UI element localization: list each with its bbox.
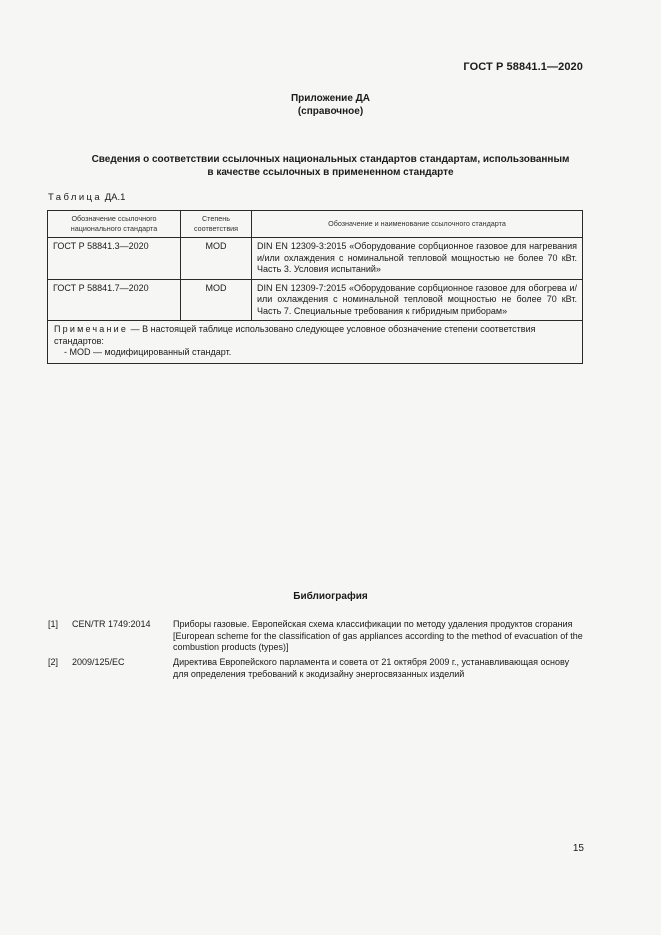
cell-reference-standard: DIN EN 12309-3:2015 «Оборудование сорбционное газовое для нагревания и/или охлаждения с номинальной тепловой мощностью не более 70 кВт. Часть 3. Условия испытаний» — [252, 238, 583, 280]
section-title — [48, 153, 613, 179]
note-label: Примечание — [54, 324, 129, 334]
table-row — [48, 238, 583, 280]
page-number: 15 — [572, 843, 584, 854]
correspondence-table — [47, 210, 583, 364]
cell-degree: MOD — [181, 279, 252, 321]
bibliography-entry-text: Директива Европейского парламента и совета от 21 октября 2009 г., устанавливающая основу для определения требований к экодизайну энергосвязанных изделий — [173, 657, 570, 679]
cell-degree: MOD — [181, 238, 252, 280]
bibliography-entry-code: CEN/TR 1749:2014 — [72, 619, 151, 629]
bibliography-entry — [48, 619, 583, 654]
table-note — [48, 321, 583, 364]
table-header-row — [48, 211, 583, 238]
cell-reference-standard: DIN EN 12309-7:2015 «Оборудование сорбционное газовое для обогрева и/или охлаждения с номинальной тепловой мощностью не более 70 кВт. Часть 7. Специальные требования к гибридным приборам» — [252, 279, 583, 321]
table-caption — [48, 192, 125, 203]
table-caption-number: ДА.1 — [104, 192, 126, 203]
bibliography-entry-number: [1] — [48, 619, 59, 629]
cell-national-standard: ГОСТ Р 58841.3—2020 — [48, 238, 181, 280]
bibliography-entry-number: [2] — [48, 657, 59, 667]
section-title-line-2: в качестве ссылочных в примененном стандарте — [207, 167, 454, 178]
bibliography-entry-code: 2009/125/EC — [72, 657, 125, 667]
bibliography-entry-text: Приборы газовые. Европейская схема классификации по методу удаления продуктов сгорания [European scheme for the classification of gas appliances according to the method of evacuation of the combustion products (types)] — [173, 619, 583, 652]
section-title-line-1: Сведения о соответствии ссылочных национальных стандартов стандартам, использованным — [91, 154, 570, 165]
annex-heading — [0, 92, 661, 118]
note-item: - MOD — модифицированный стандарт. — [64, 347, 232, 357]
header-national-standard: Обозначение ссылочного национального стандарта — [48, 211, 181, 238]
bibliography-entry — [48, 657, 583, 680]
header-reference-standard: Обозначение и наименование ссылочного стандарта — [252, 211, 583, 238]
note-paragraph — [54, 324, 576, 347]
annex-title: Приложение ДА — [290, 93, 371, 104]
annex-subtitle: (справочное) — [297, 106, 364, 117]
document-code: ГОСТ Р 58841.1—2020 — [463, 61, 583, 73]
table-note-row — [48, 321, 583, 364]
header-degree: Степень соответствия — [181, 211, 252, 238]
cell-national-standard: ГОСТ Р 58841.7—2020 — [48, 279, 181, 321]
bibliography-title: Библиография — [293, 591, 368, 602]
note-text: — В настоящей таблице использовано следующее условное обозначение степени соответствия стандартов: — [54, 324, 536, 346]
table-caption-word: Таблица — [48, 192, 103, 203]
table-row — [48, 279, 583, 321]
